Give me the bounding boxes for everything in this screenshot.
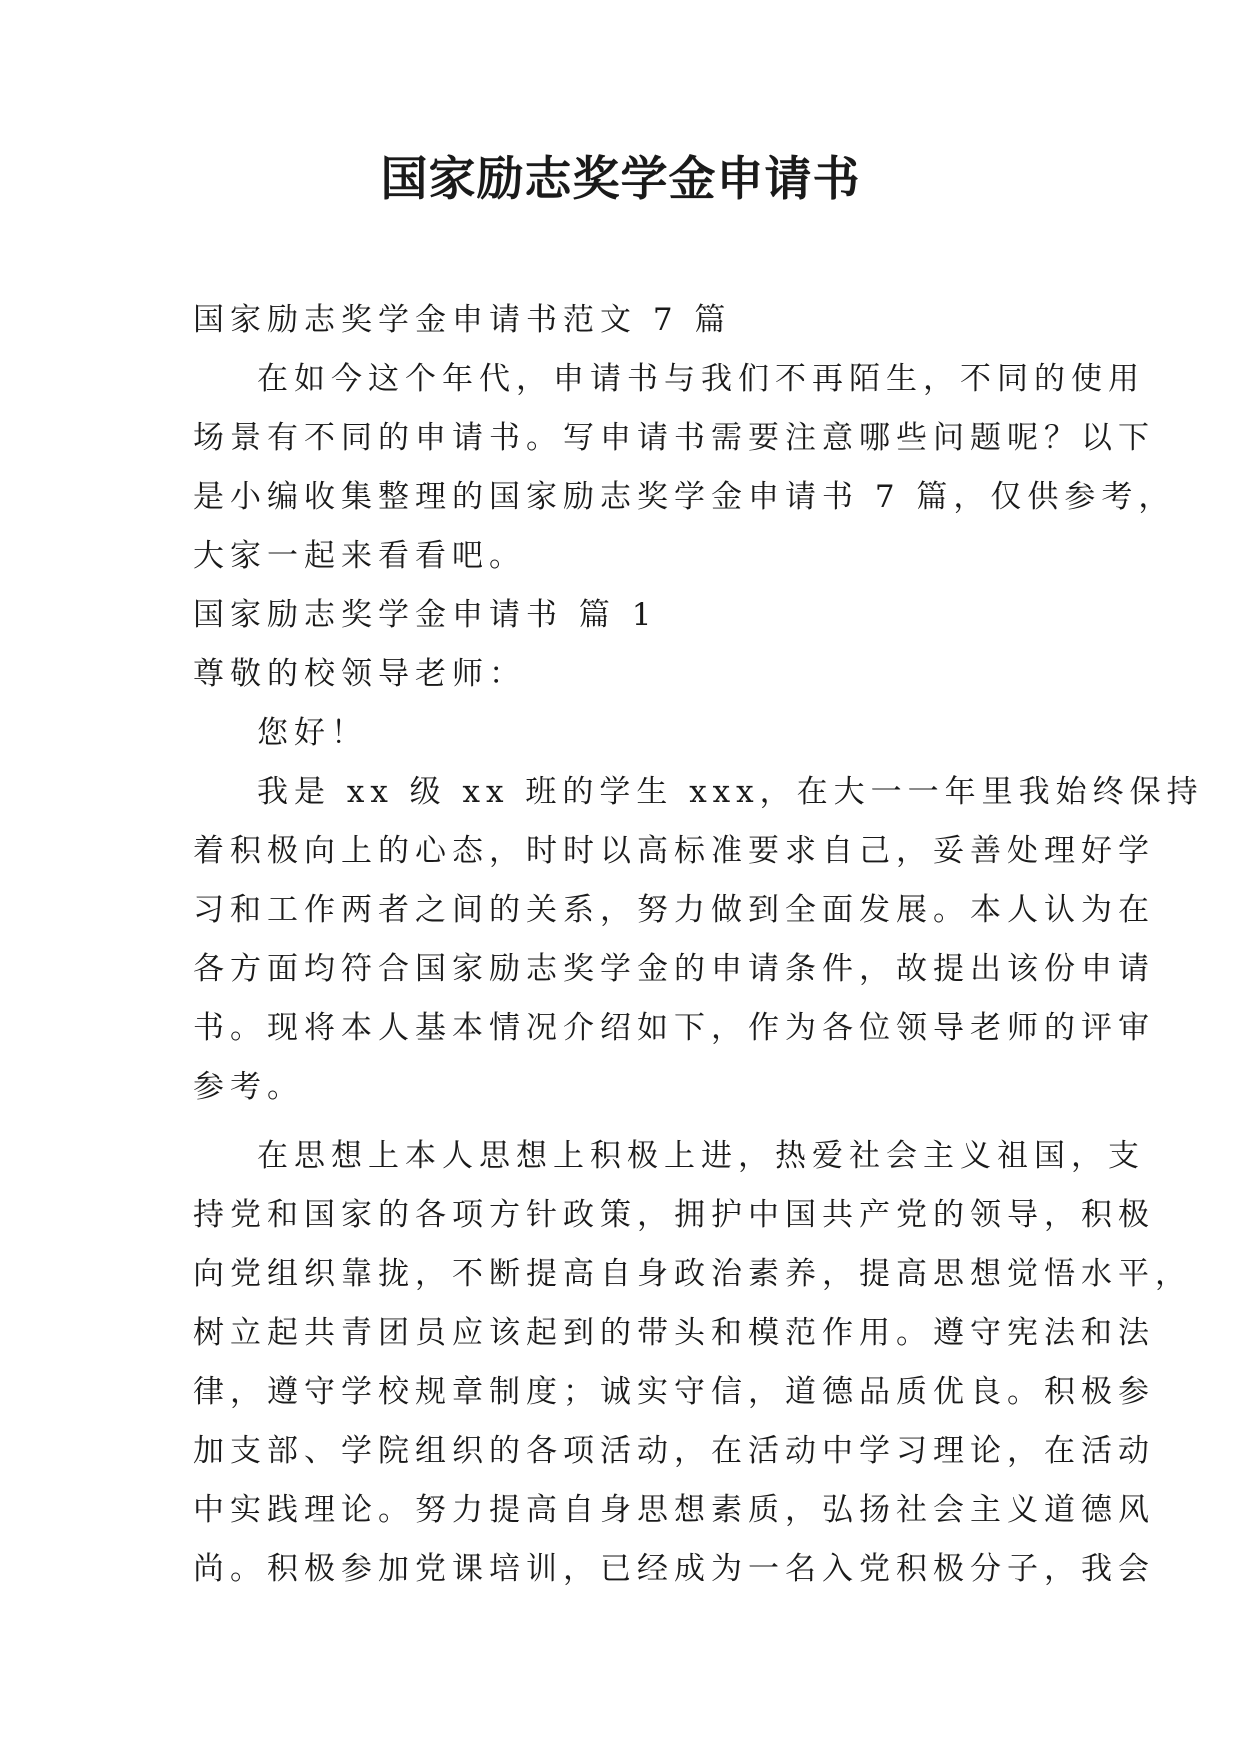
intro-paragraph-line: 场景有不同的申请书。写申请书需要注意哪些问题呢？以下 — [193, 420, 1155, 456]
paragraph-line: 着积极向上的心态，时时以高标准要求自己，妥善处理好学 — [193, 833, 1155, 869]
paragraph-line: 书。现将本人基本情况介绍如下，作为各位领导老师的评审 — [193, 1010, 1155, 1046]
intro-paragraph-line: 大家一起来看看吧。 — [193, 538, 526, 574]
paragraph-line: 我是 xx 级 xx 班的学生 xxx，在大一一年里我始终保持 — [257, 774, 1204, 810]
paragraph-line: 向党组织靠拢，不断提高自身政治素养，提高思想觉悟水平， — [193, 1256, 1192, 1292]
paragraph-line: 中实践理论。努力提高自身思想素质，弘扬社会主义道德风 — [193, 1492, 1155, 1528]
paragraph-line: 持党和国家的各项方针政策，拥护中国共产党的领导，积极 — [193, 1197, 1155, 1233]
paragraph-line: 在思想上本人思想上积极上进，热爱社会主义祖国，支 — [257, 1138, 1145, 1174]
section-heading: 国家励志奖学金申请书 篇 1 — [193, 597, 658, 633]
document-title: 国家励志奖学金申请书 — [380, 152, 861, 207]
paragraph-line: 习和工作两者之间的关系，努力做到全面发展。本人认为在 — [193, 892, 1155, 928]
paragraph-line: 律，遵守学校规章制度；诚实守信，道德品质优良。积极参 — [193, 1374, 1155, 1410]
subtitle-line: 国家励志奖学金申请书范文 7 篇 — [193, 302, 732, 338]
greeting-line: 您好！ — [257, 715, 368, 751]
document-body — [193, 291, 1204, 1599]
paragraph-line: 尚。积极参加党课培训，已经成为一名入党积极分子，我会 — [193, 1551, 1155, 1587]
intro-paragraph-line: 在如今这个年代，申请书与我们不再陌生，不同的使用 — [257, 361, 1145, 397]
paragraph-line: 各方面均符合国家励志奖学金的申请条件，故提出该份申请 — [193, 951, 1155, 987]
paragraph-line: 加支部、学院组织的各项活动，在活动中学习理论，在活动 — [193, 1433, 1155, 1469]
intro-paragraph-line: 是小编收集整理的国家励志奖学金申请书 7 篇，仅供参考， — [193, 479, 1176, 515]
paragraph-line: 树立起共青团员应该起到的带头和模范作用。遵守宪法和法 — [193, 1315, 1155, 1351]
paragraph-line: 参考。 — [193, 1069, 304, 1105]
salutation-line: 尊敬的校领导老师： — [193, 656, 526, 692]
